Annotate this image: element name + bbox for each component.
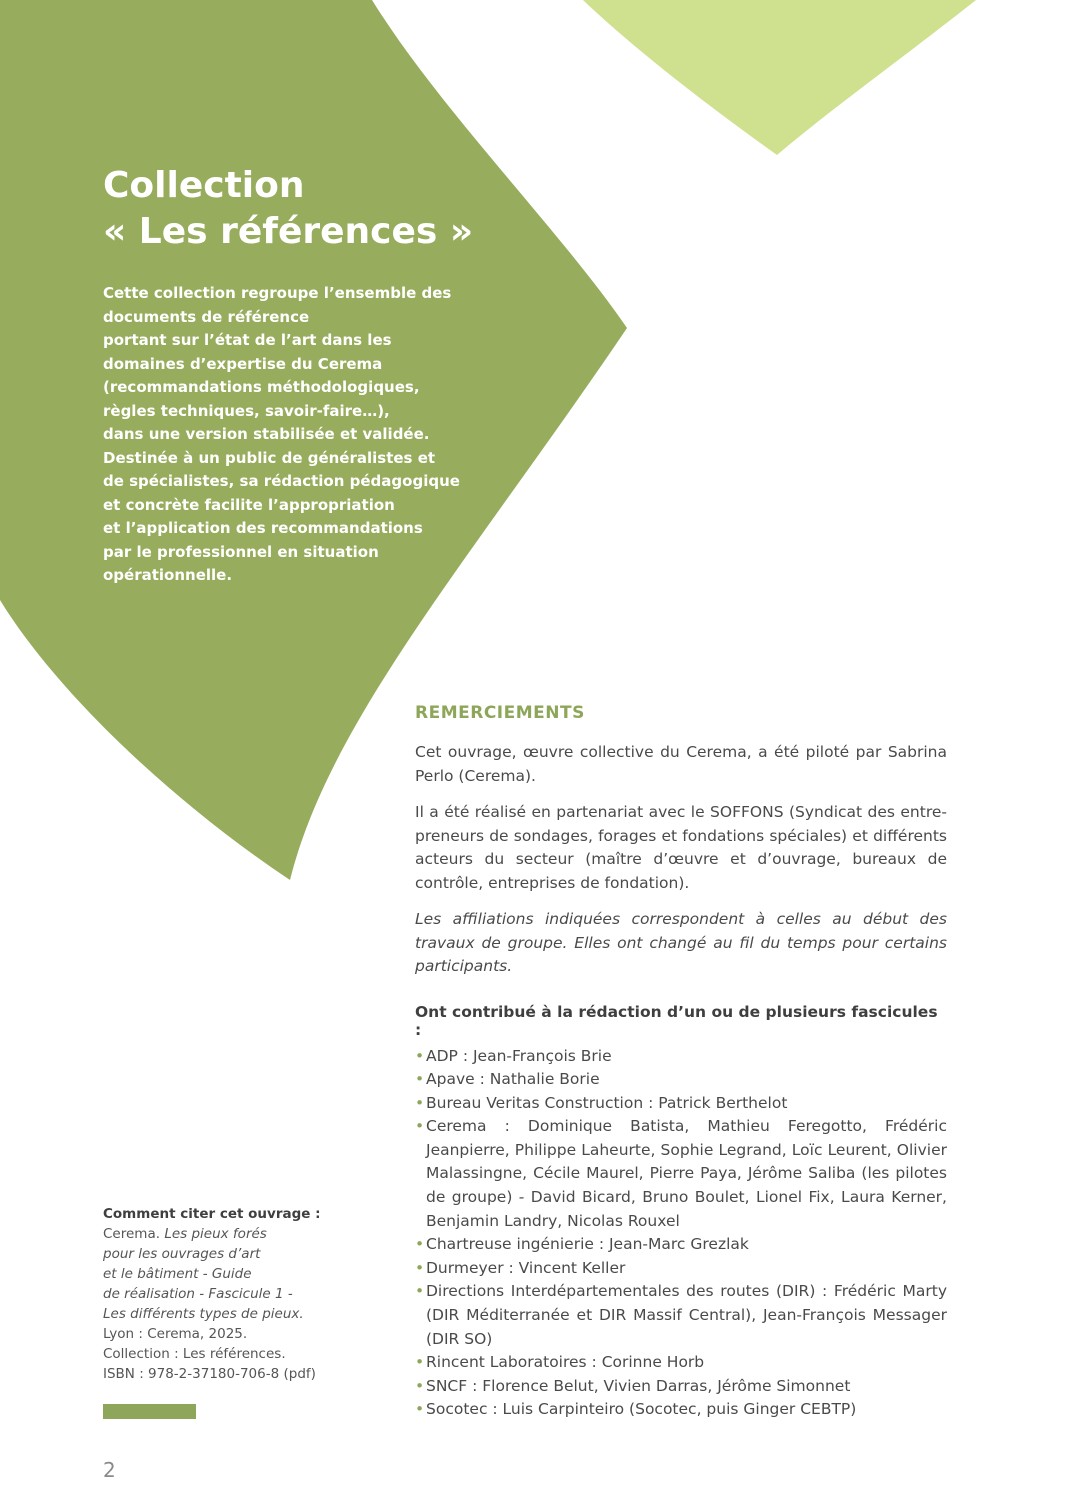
list-item bbox=[415, 1045, 947, 1069]
bullet-icon: • bbox=[415, 1282, 425, 1301]
affiliations-note: Les affiliations indiquées correspondent à celles au début des travaux de groupe. Elles ont changé au fil du temps pour certains participants. bbox=[415, 910, 947, 975]
intro-line: Cette collection regroupe l’ensemble des bbox=[103, 284, 452, 302]
intro-line: (recommandations méthodologiques, bbox=[103, 378, 420, 396]
citation-author: Cerema. bbox=[103, 1226, 165, 1242]
list-item bbox=[415, 1257, 947, 1281]
contributors-heading: Ont contribué à la rédaction d’un ou de plusieurs fascicules : bbox=[415, 1002, 938, 1039]
citation-heading: Comment citer cet ouvrage : bbox=[103, 1206, 321, 1222]
citation-block bbox=[103, 1204, 323, 1384]
intro-line: domaines d’expertise du Cerema bbox=[103, 354, 383, 373]
bullet-icon: • bbox=[415, 1353, 425, 1372]
citation-isbn: ISBN : 978-2-37180-706-8 (pdf) bbox=[103, 1366, 316, 1382]
list-item bbox=[415, 1092, 947, 1116]
remerciements-paragraph: Cet ouvrage, œuvre collective du Cerema, a été piloté par Sabrina Perlo (Cerema). bbox=[415, 743, 947, 785]
bullet-icon: • bbox=[415, 1258, 425, 1277]
bullet-icon: • bbox=[415, 1235, 425, 1254]
remerciements-heading: REMERCIEMENTS bbox=[415, 703, 585, 723]
intro-line: et l’application des recommandations bbox=[103, 519, 423, 537]
citation-line: Collection : Les références. bbox=[103, 1346, 286, 1362]
list-item bbox=[415, 1375, 947, 1399]
collection-intro bbox=[103, 282, 460, 588]
title-line-1: Collection bbox=[103, 165, 305, 206]
contributor-text: Rincent Laboratoires : Corinne Horb bbox=[426, 1353, 705, 1372]
contributor-text: Chartreuse ingénierie : Jean-Marc Grezlak bbox=[426, 1235, 749, 1254]
remerciements-section bbox=[415, 703, 947, 1422]
contributor-text: Apave : Nathalie Borie bbox=[426, 1070, 600, 1089]
bullet-icon: • bbox=[415, 1117, 425, 1136]
page-number: 2 bbox=[103, 1458, 116, 1482]
citation-title-part: pour les ouvrages d’art bbox=[103, 1246, 261, 1262]
bullet-icon: • bbox=[415, 1400, 425, 1419]
citation-title-part: Les différents types de pieux. bbox=[103, 1306, 304, 1322]
citation-line: Lyon : Cerema, 2025. bbox=[103, 1326, 248, 1342]
citation-title-part: de réalisation - Fascicule 1 - bbox=[103, 1286, 293, 1302]
list-item bbox=[415, 1398, 947, 1422]
citation-title-part: et le bâtiment - Guide bbox=[103, 1266, 252, 1282]
citation-title-part: Les pieux forés bbox=[164, 1226, 267, 1242]
intro-line: règles techniques, savoir-faire…), bbox=[103, 401, 390, 420]
intro-line: Destinée à un public de généralistes et bbox=[103, 448, 436, 467]
contributor-text: Socotec : Luis Carpinteiro (Socotec, puis Ginger CEBTP) bbox=[426, 1400, 857, 1419]
bullet-icon: • bbox=[415, 1093, 425, 1112]
intro-line: portant sur l’état de l’art dans les bbox=[103, 331, 392, 349]
list-item bbox=[415, 1351, 947, 1375]
bullet-icon: • bbox=[415, 1046, 425, 1065]
intro-line: par le professionnel en situation bbox=[103, 542, 379, 561]
light-green-leaf-shape bbox=[583, 0, 976, 155]
intro-line: opérationnelle. bbox=[103, 566, 233, 584]
bullet-icon: • bbox=[415, 1070, 425, 1089]
intro-line: dans une version stabilisée et validée. bbox=[103, 425, 430, 443]
title-line-2: « Les références » bbox=[103, 211, 474, 252]
list-item bbox=[415, 1115, 947, 1233]
contributors-list bbox=[415, 1045, 947, 1423]
contributor-text: Bureau Veritas Construction : Patrick Berthelot bbox=[426, 1093, 788, 1112]
contributor-text: Directions Interdépartementales des routes (DIR) : Frédéric Marty (DIR Méditerranée et DIR Massif Central), Jean-François Messager (DIR SO) bbox=[426, 1282, 947, 1348]
contributor-text: SNCF : Florence Belut, Vivien Darras, Jérôme Simonnet bbox=[426, 1376, 851, 1395]
intro-line: et concrète facilite l’appropriation bbox=[103, 495, 395, 514]
collection-title bbox=[103, 163, 473, 255]
bullet-icon: • bbox=[415, 1376, 425, 1395]
citation-line bbox=[103, 1224, 323, 1244]
list-item bbox=[415, 1280, 947, 1351]
intro-line: documents de référence bbox=[103, 307, 310, 326]
accent-bar bbox=[103, 1404, 196, 1419]
contributor-text: ADP : Jean-François Brie bbox=[426, 1046, 612, 1065]
list-item bbox=[415, 1068, 947, 1092]
remerciements-paragraph: Il a été réalisé en partenariat avec le SOFFONS (Syndicat des entrepreneurs de sondages, forages et fondations spéciales) et différents acteurs du secteur (maître d’œuvre et d’ouvrage, bureaux de contrôle, entreprises de fondation). bbox=[415, 803, 947, 892]
contributor-text: Durmeyer : Vincent Keller bbox=[426, 1258, 626, 1277]
intro-line: de spécialistes, sa rédaction pédagogique bbox=[103, 472, 460, 490]
contributor-text: Cerema : Dominique Batista, Mathieu Feregotto, Frédéric Jeanpierre, Philippe Laheurte, Sophie Legrand, Loïc Leurent, Olivier Malassingne, Cécile Maurel, Pierre Paya, Jérôme Saliba (les pilotes de groupe) - David Bicard, Bruno Boulet, Lionel Fix, Laura Kerner, Benjamin Landry, Nicolas Rouxel bbox=[426, 1117, 947, 1230]
list-item bbox=[415, 1233, 947, 1257]
